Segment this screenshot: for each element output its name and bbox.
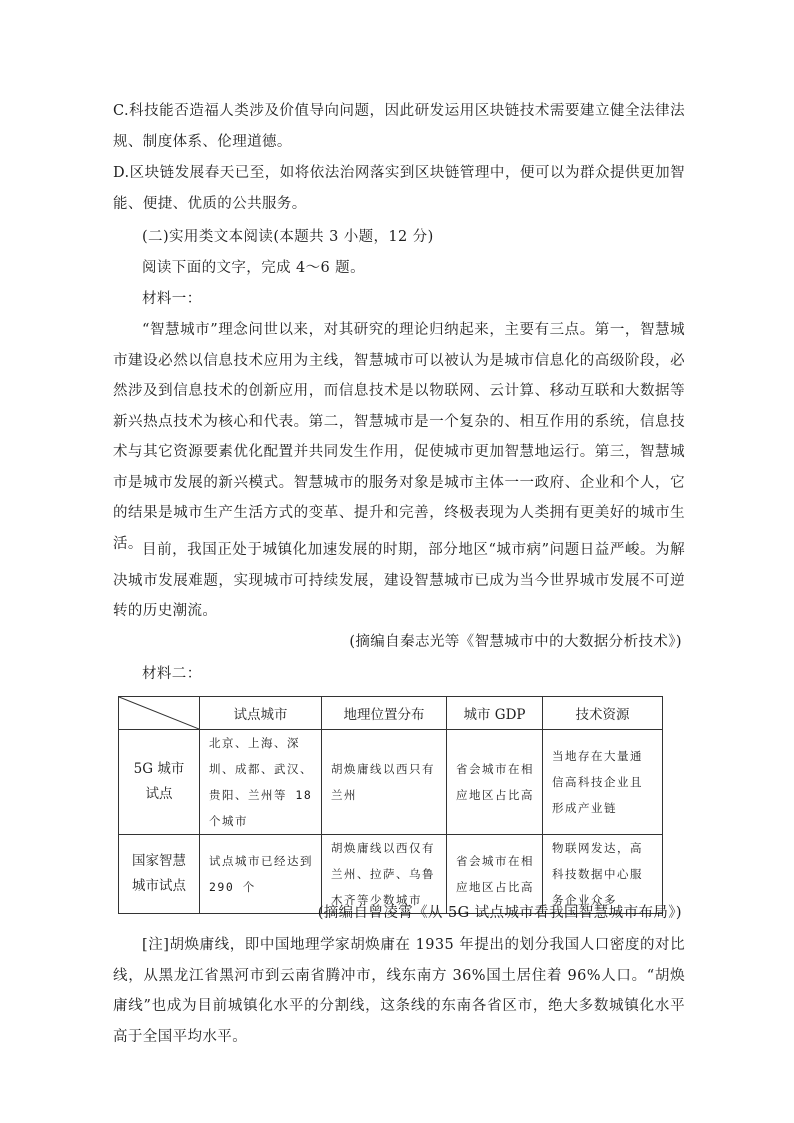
table-row xyxy=(119,730,663,835)
material1-paragraph2: 目前，我国正处于城镇化加速发展的时期，部分地区“城市病”问题日益严峻。为解决城市发展难题，实现城市可持续发展，建设智慧城市已成为当今世界城市发展不可逆转的历史潮流。 xyxy=(113,542,685,619)
table-cell: 省会城市在相应地区占比高 xyxy=(447,835,543,914)
note-paragraph: [注]胡焕庸线，即中国地理学家胡焕庸在 1935 年提出的划分我国人口密度的对比线，从黑龙江省黑河市到云南省腾冲市，线东南方 36%国土居住着 96%人口。“胡焕庸线”也成为目前城镇化水平的分割线，这条线的东南各省区市，绝大多数城镇化水平高于全国平均水平。 xyxy=(113,937,685,1045)
material1-paragraph1: “智慧城市”理念问世以来，对其研究的理论归纳起来，主要有三点。第一，智慧城市建设必然以信息技术应用为主线，智慧城市可以被认为是城市信息化的高级阶段，必然涉及到信息技术的创新应用，而信息技术是以物联网、云计算、移动互联和大数据等新兴热点技术为核心和代表。第二，智慧城市是一个复杂的、相互作用的系统，信息技术与其它资源要素优化配置并共同发生作用，促使城市更加智慧地运行。第三，智慧城市是城市发展的新兴模式。智慧城市的服务对象是城市主体一一政府、企业和个人，它的结果是城市生产生活方式的变革、提升和完善，终极表现为人类拥有更美好的城市生活。 xyxy=(113,322,685,552)
material1-label: 材料一： xyxy=(142,291,202,307)
diagonal-corner-cell xyxy=(119,697,200,730)
table-cell: 省会城市在相应地区占比高 xyxy=(447,730,543,835)
table-cell: 北京、上海、深圳、成都、武汉、贵阳、兰州等 18 个城市 xyxy=(200,730,322,835)
row-header-line: 试点 xyxy=(145,786,173,802)
table-cell: 胡焕庸线以西只有兰州 xyxy=(322,730,447,835)
row-header-line: 国家智慧 xyxy=(132,853,186,869)
table-cell: 胡焕庸线以西仅有兰州、拉萨、乌鲁木齐等少数城市 xyxy=(322,835,447,914)
diagonal-line-icon xyxy=(119,697,199,729)
row-header-5g xyxy=(119,730,200,835)
option-c: C.科技能否造福人类涉及价值导向问题，因此研发运用区块链技术需要建立健全法律法规、制度体系、伦理道德。 xyxy=(113,103,685,150)
option-d: D.区块链发展春天已至，如将依法治网落实到区块链管理中，便可以为群众提供更加智能、便捷、优质的公共服务。 xyxy=(113,165,685,212)
pilot-cities-table xyxy=(118,696,663,914)
table-header-row xyxy=(119,697,663,730)
table-cell: 当地存在大量通信高科技企业且形成产业链 xyxy=(543,730,663,835)
row-header-line: 5G 城市 xyxy=(133,761,185,777)
table-cell: 物联网发达，高科技数据中心服务企业众多 xyxy=(543,835,663,914)
material2-source: (摘编自曾凌霄《从 5G 试点城市看我国智慧城市布局》) xyxy=(317,905,682,921)
section-instruction: 阅读下面的文字，完成 4～6 题。 xyxy=(142,260,365,276)
material2-label: 材料二： xyxy=(142,666,202,682)
column-header: 试点城市 xyxy=(200,697,322,730)
section-heading: (二)实用类文本阅读(本题共 3 小题，12 分) xyxy=(142,229,434,245)
row-header-smart-city xyxy=(119,835,200,914)
table-cell: 试点城市已经达到 290 个 xyxy=(200,835,322,914)
column-header: 技术资源 xyxy=(543,697,663,730)
material1-source: (摘编自秦志光等《智慧城市中的大数据分析技术》) xyxy=(349,634,682,650)
column-header: 城市 GDP xyxy=(447,697,543,730)
row-header-line: 城市试点 xyxy=(132,878,186,894)
column-header: 地理位置分布 xyxy=(322,697,447,730)
